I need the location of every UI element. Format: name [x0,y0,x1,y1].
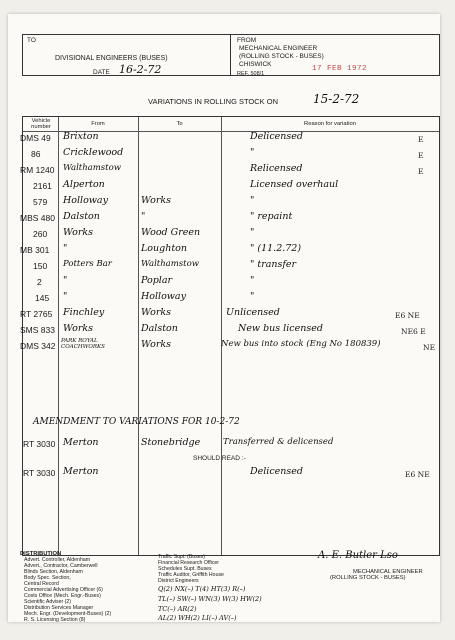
to-cell: Walthamstow [141,259,199,269]
suffix-mark: E [418,167,424,176]
reason-cell: " [250,195,255,206]
suffix-mark: NE [423,343,436,352]
distribution-heading: DISTRIBUTION [20,551,62,557]
distribution-item: Advert. Controller, Aldenham [24,557,91,563]
column-header-vehicle-number: Vehicle number [31,118,51,130]
header-box [22,34,440,76]
distribution-item: Blinds Section, Aldenham [24,569,83,575]
to-label: TO [27,37,36,44]
form-title: VARIATIONS IN ROLLING STOCK ON [148,97,279,106]
suffix-mark: E6 NE [405,470,430,479]
from-line-1: MECHANICAL ENGINEER [239,45,318,52]
distribution-count: TL(–) SW(–) WN(3) W(3) HW(2) [158,595,262,603]
to-cell: Wood Green [141,227,201,238]
from-cell: Works [63,227,94,238]
to-cell: Holloway [141,291,186,302]
distribution-item: Costs Office (Mech. Engr.-Buses) [24,593,101,599]
from-cell: Walthamstow [63,163,121,173]
vehicle-number-cell: DMS 342 [20,341,56,351]
distribution-item: Traffic Auditor, Griffith House [158,572,224,578]
vehicle-number-cell: 260 [33,229,48,239]
to-cell: " [141,211,146,222]
reason-cell: " [250,275,255,286]
reason-cell: " transfer [250,259,297,270]
vehicle-number-cell: SMS 833 [20,325,55,335]
from-cell: Brixton [63,131,99,142]
suffix-mark: NE6 E [401,327,426,336]
from-cell: Potters Bar [63,259,112,269]
distribution-count: Q(2) NX(–) T(4) HT(3) R(–) [158,585,246,593]
reason-cell: Licensed overhaul [250,179,339,190]
to-cell: Works [141,339,172,350]
received-date-stamp: 17 FEB 1972 [312,65,368,73]
vehicle-number-cell: 150 [33,261,48,271]
from-label: FROM [237,37,257,44]
from-cell: Merton [63,437,99,448]
variations-table [22,116,440,556]
distribution-count: AL(2) WH(2) LI(–) AV(–) [158,614,237,622]
vehicle-number-cell: 145 [35,293,50,303]
vehicle-number-cell: 2 [37,277,42,287]
to-cell: Stonebridge [141,437,201,448]
reason-cell: " (11.2.72) [250,243,302,254]
vehicle-number-cell: RT 3030 [23,468,56,478]
reason-cell: " [250,291,255,302]
to-recipient: DIVISIONAL ENGINEERS (BUSES) [55,55,168,62]
reason-cell: Delicensed [250,466,303,477]
vehicle-number-cell: 2161 [33,181,52,191]
distribution-item: Traffic Supt. (Buses) [158,554,205,560]
date-value: 16-2-72 [119,63,162,76]
distribution-item: Body Spec. Section, [24,575,71,581]
distribution-item: R. S. Licensing Section (8) [24,617,86,622]
from-cell: Holloway [63,195,108,206]
from-line-3: CHISWICK [239,61,272,68]
reason-cell: " repaint [250,211,293,222]
vehicle-number-cell: 86 [31,149,41,159]
reason-cell: " [250,227,255,238]
variation-date: 15-2-72 [313,92,360,106]
from-cell: " [63,291,68,302]
distribution-item: Commercial Advertising Officer (6) [24,587,103,593]
vehicle-number-cell: MBS 480 [20,213,55,223]
from-cell: Dalston [63,211,100,222]
vehicle-number-cell: DMS 49 [20,133,51,143]
reason-cell: Unlicensed [226,307,280,318]
distribution-item: Schedules Supt. Buses [158,566,212,572]
to-cell: Works [141,307,172,318]
column-header-from: From [91,121,105,127]
amendment-heading: AMENDMENT TO VARIATIONS FOR 10-2-72 [33,417,240,427]
vehicle-number-cell: MB 301 [20,245,50,255]
distribution-count: TC(–) AR(2) [158,605,197,613]
reason-cell: New bus into stock (Eng No 180839) [221,339,381,349]
column-divider [221,117,222,555]
to-cell: Poplar [141,275,173,286]
distribution-item: Mech. Engr. (Development-Buses) (2) [24,611,112,617]
date-label: DATE [93,69,110,76]
suffix-mark: E [418,135,424,144]
should-read-label: SHOULD READ :- [193,455,246,462]
column-header-reason: Reason for variation [304,121,356,127]
reason-cell: Transferred & delicensed [223,437,334,447]
to-cell: Works [141,195,172,206]
vehicle-number-cell: RM 1240 [20,165,55,175]
distribution-item: Financial Research Officer [158,560,220,566]
distribution-item: Central Record [24,581,59,587]
distribution-item: Scientific Adviser (2) [24,599,71,605]
reason-cell: New bus licensed [238,323,323,334]
header-divider [230,35,231,75]
distribution-item: Distribution Services Manager [24,605,94,611]
vehicle-number-cell: RT 2765 [20,309,53,319]
from-cell: Works [63,323,94,334]
to-cell: Loughton [141,243,188,254]
from-cell: " [63,275,68,286]
from-cell: Cricklewood [63,147,124,158]
reason-cell: Relicensed [250,163,303,174]
from-cell: Alperton [63,179,105,190]
vehicle-number-cell: RT 3030 [23,439,56,449]
vehicle-number-cell: 579 [33,197,48,207]
to-cell: Dalston [141,323,178,334]
ref-number: REF. 508/1 [237,71,265,77]
suffix-mark: E6 NE [395,311,420,320]
reason-cell: Delicensed [250,131,303,142]
signatory-title-2: (ROLLING STOCK - BUSES) [330,575,406,581]
reason-cell: " [250,147,255,158]
distribution-item: Advert., Contractor, Camberwell [24,563,98,569]
from-cell: Finchley [63,307,105,318]
column-divider [138,117,139,555]
column-header-to: To [176,121,183,127]
from-cell: PARK ROYAL COACHWORKS [61,338,105,350]
signatory-title-1: MECHANICAL ENGINEER [353,569,423,575]
distribution-item: District Engineers [158,578,199,584]
from-cell: Merton [63,466,99,477]
from-cell: " [63,243,68,254]
column-divider [58,117,59,555]
from-line-2: (ROLLING STOCK - BUSES) [239,53,324,60]
document-page [8,14,440,622]
suffix-mark: E [418,151,424,160]
signature: A. E. Butler Lso [318,550,398,561]
